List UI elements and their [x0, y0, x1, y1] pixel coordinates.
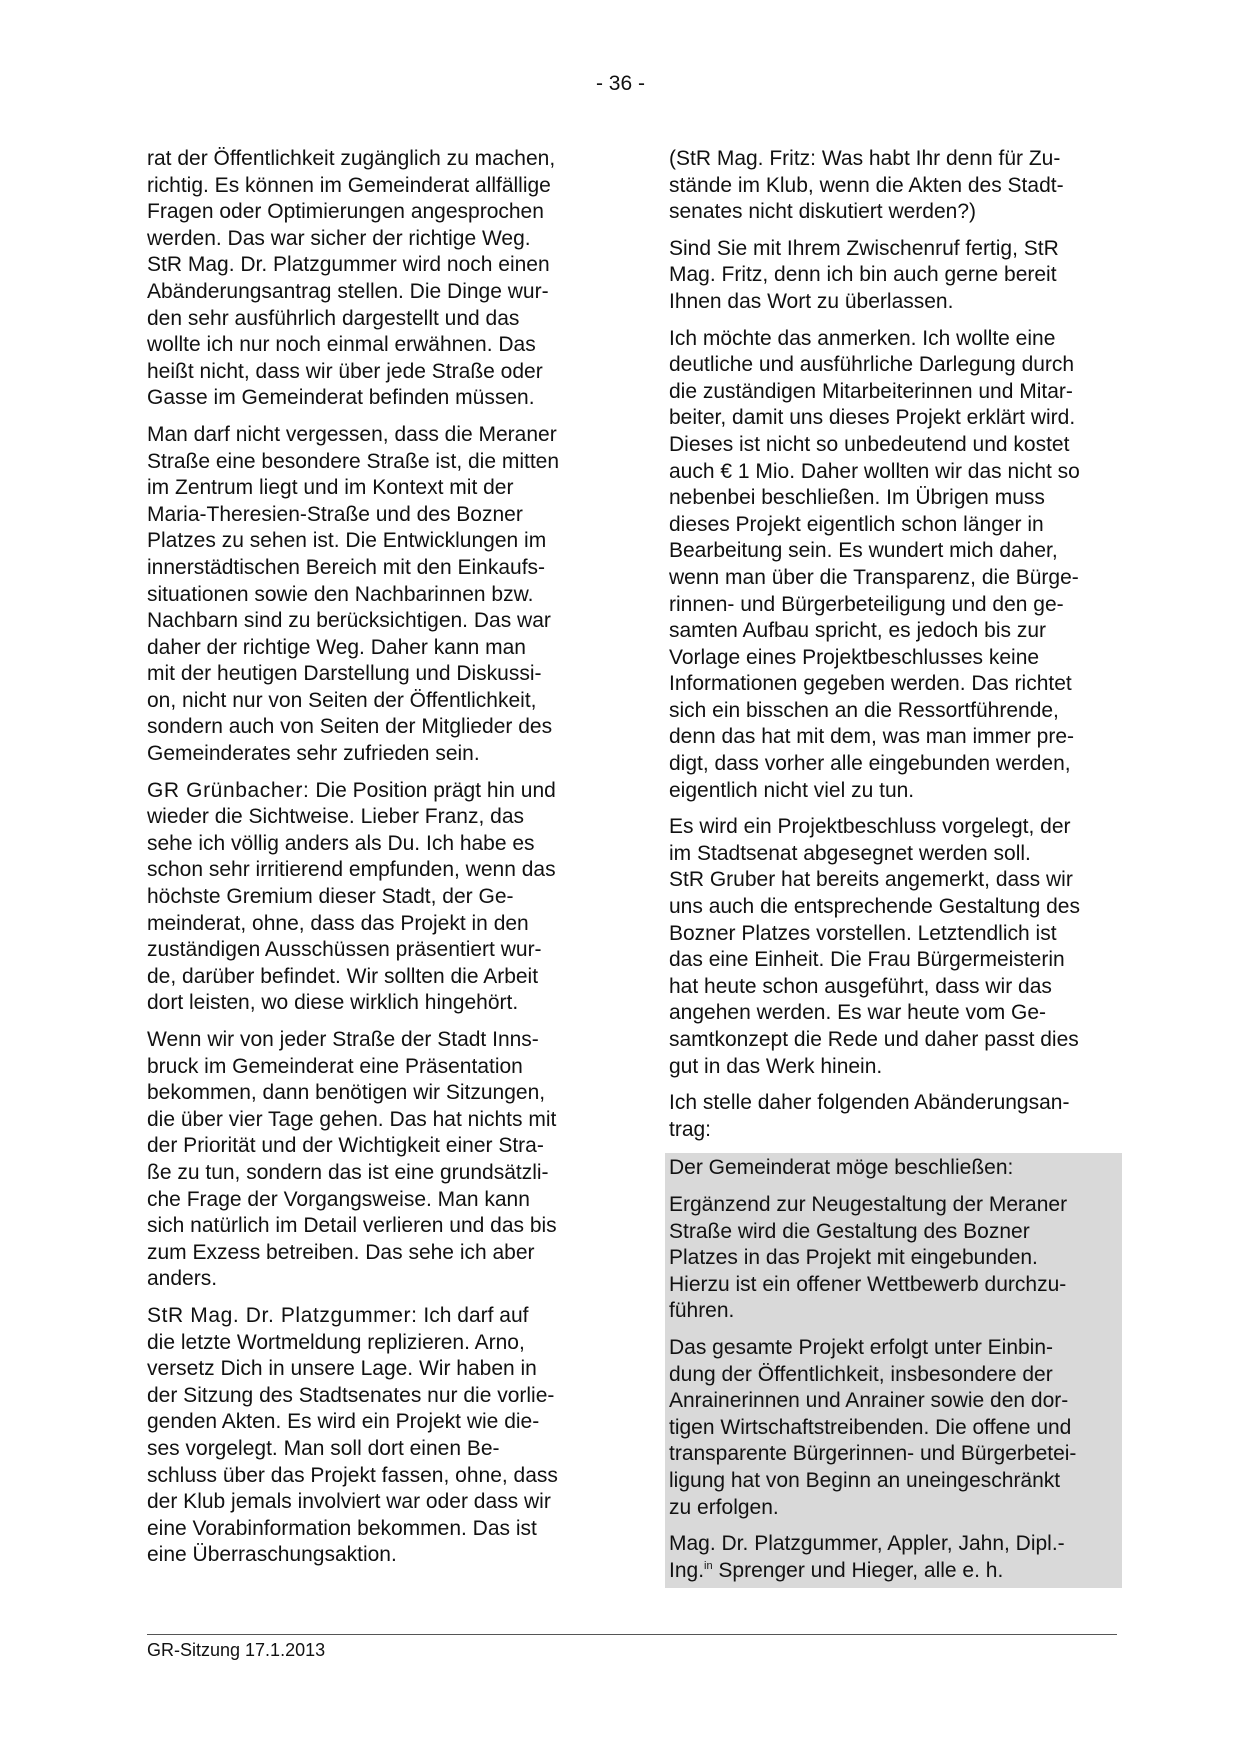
paragraph: Es wird ein Projektbeschluss vorgelegt, der im Stadtsenat abgesegnet werden soll. StR Gruber hat bereits angemerkt, dass wir uns auch die entsprechende Gestaltung des Bozner Platzes vorstellen. Letztendlich ist das eine Einheit. Die Frau Bürgermeisterin hat heute schon ausgeführt, dass wir das angehen werden. Es war heute vom Ge- samtkonzept die Rede und daher passt dies gut in das Werk hinein. [669, 815, 1080, 1078]
motion-box [665, 1153, 1122, 1588]
motion-paragraph: Ergänzend zur Neugestaltung der Meraner Straße wird die Gestaltung des Bozner Platzes in das Projekt mit eingebunden. Hierzu ist ein offener Wettbewerb durchzu- führen. [669, 1192, 1068, 1323]
footer-divider [147, 1634, 1117, 1635]
paragraph: rat der Öffentlichkeit zugänglich zu machen, richtig. Es können im Gemeinderat allfällige Fragen oder Optimierungen angesprochen werden. Das war sicher der richtige Weg. StR Mag. Dr. Platzgummer wird noch einen Abänderungsantrag stellen. Die Dinge wur- den sehr ausführlich dargestellt und das wollte ich nur noch einmal erwähnen. Das heißt nicht, dass wir über jede Straße oder Gasse im Gemeinderat befinden müssen. [147, 147, 556, 410]
right-column [669, 146, 1115, 1588]
speech-platzgummer: StR Mag. Dr. Platzgummer: Ich darf auf die letzte Wortmeldung replizieren. Arno, versetz Dich in unsere Lage. Wir haben in der Sitzung des Stadtsenates nur die vorlie- genden Akten. Es wird ein Projekt wie die- ses vorgelegt. Man soll dort einen Be- schluss über das Projekt fassen, ohne, dass der Klub jemals involviert war oder dass wir eine Vorabinformation bekommen. Das ist eine Überraschungsaktion. [147, 1303, 558, 1567]
interjection: (StR Mag. Fritz: Was habt Ihr denn für Zu- stände im Klub, wenn die Akten des Stadt- senates nicht diskutiert werden?) [669, 147, 1064, 224]
paragraph: Sind Sie mit Ihrem Zwischenruf fertig, StR Mag. Fritz, denn ich bin auch gerne bereit Ihnen das Wort zu überlassen. [669, 236, 1059, 313]
motion-signatories: Mag. Dr. Platzgummer, Appler, Jahn, Dipl.- Ing.$^{in}$ Sprenger und Hieger, alle e. h. [669, 1532, 1065, 1582]
speech-gruenbacher: GR Grünbacher: Die Position prägt hin und wieder die Sichtweise. Lieber Franz, das sehe ich völlig anders als Du. Ich habe es schon sehr irritierend empfunden, wenn das höchste Gremium dieser Stadt, der Ge- meinderat, ohne, dass das Projekt in den zuständigen Ausschüssen präsentiert wur- de, darüber befindet. Wir sollten die Arbeit dort leisten, wo diese wirklich hingehört. [147, 778, 556, 1015]
motion-paragraph: Das gesamte Projekt erfolgt unter Einbin- dung der Öffentlichkeit, insbesondere der Anrainerinnen und Anrainer sowie den dor- tigen Wirtschaftstreibenden. Die offene und transparente Bürgerinnen- und Bürgerbetei- ligung hat von Beginn an uneingeschränkt zu erfolgen. [669, 1335, 1077, 1519]
page-number: - 36 - [595, 72, 645, 95]
paragraph: Ich stelle daher folgenden Abänderungsan- trag: [669, 1091, 1070, 1141]
speaker-name: GR Grünbacher: [147, 778, 310, 802]
footer-session-date: GR-Sitzung 17.1.2013 [147, 1640, 326, 1660]
motion-heading: Der Gemeinderat möge beschließen: [669, 1156, 1014, 1180]
paragraph: Ich möchte das anmerken. Ich wollte eine deutliche und ausführliche Darlegung durch die zuständigen Mitarbeiterinnen und Mitar- beiter, damit uns dieses Projekt erklärt wird. Dieses ist nicht so unbedeutend und kostet auch € 1 Mio. Daher wollten wir das nicht so nebenbei beschließen. Im Übrigen muss dieses Projekt eigentlich schon länger in Bearbeitung sein. Es wundert mich daher, wenn man über die Transparenz, die Bürge- rinnen- und Bürgerbeteiligung und den ge- samten Aufbau spricht, es jedoch bis zur Vorlage eines Projektbeschlusses keine Informationen gegeben werden. Das richtet sich ein bisschen an die Ressortführende, denn das hat mit dem, was man immer pre- digt, dass vorher alle eingebunden werden, eigentlich nicht viel zu tun. [669, 326, 1080, 802]
left-column [147, 146, 593, 1579]
paragraph: Wenn wir von jeder Straße der Stadt Inns- bruck im Gemeinderat eine Präsentation bekommen, dann benötigen wir Sitzungen, die über vier Tage gehen. Das hat nichts mit der Priorität und der Wichtigkeit einer Stra- ße zu tun, sondern das ist eine grundsätzli- che Frage der Vorgangsweise. Man kann sich natürlich im Detail verlieren und das bis zum Exzess betreiben. Das sehe ich aber anders. [147, 1028, 557, 1291]
paragraph: Man darf nicht vergessen, dass die Meraner Straße eine besondere Straße ist, die mitten im Zentrum liegt und im Kontext mit der Maria-Theresien-Straße und des Bozner Platzes zu sehen ist. Die Entwicklungen im innerstädtischen Bereich mit den Einkaufs- situationen sowie den Nachbarinnen bzw. Nachbarn sind zu berücksichtigen. Das war daher der richtige Weg. Daher kann man mit der heutigen Darstellung und Diskussi- on, nicht nur von Seiten der Öffentlichkeit, sondern auch von Seiten der Mitglieder des Gemeinderates sehr zufrieden sein. [147, 422, 560, 766]
speaker-name: StR Mag. Dr. Platzgummer: [147, 1303, 418, 1327]
